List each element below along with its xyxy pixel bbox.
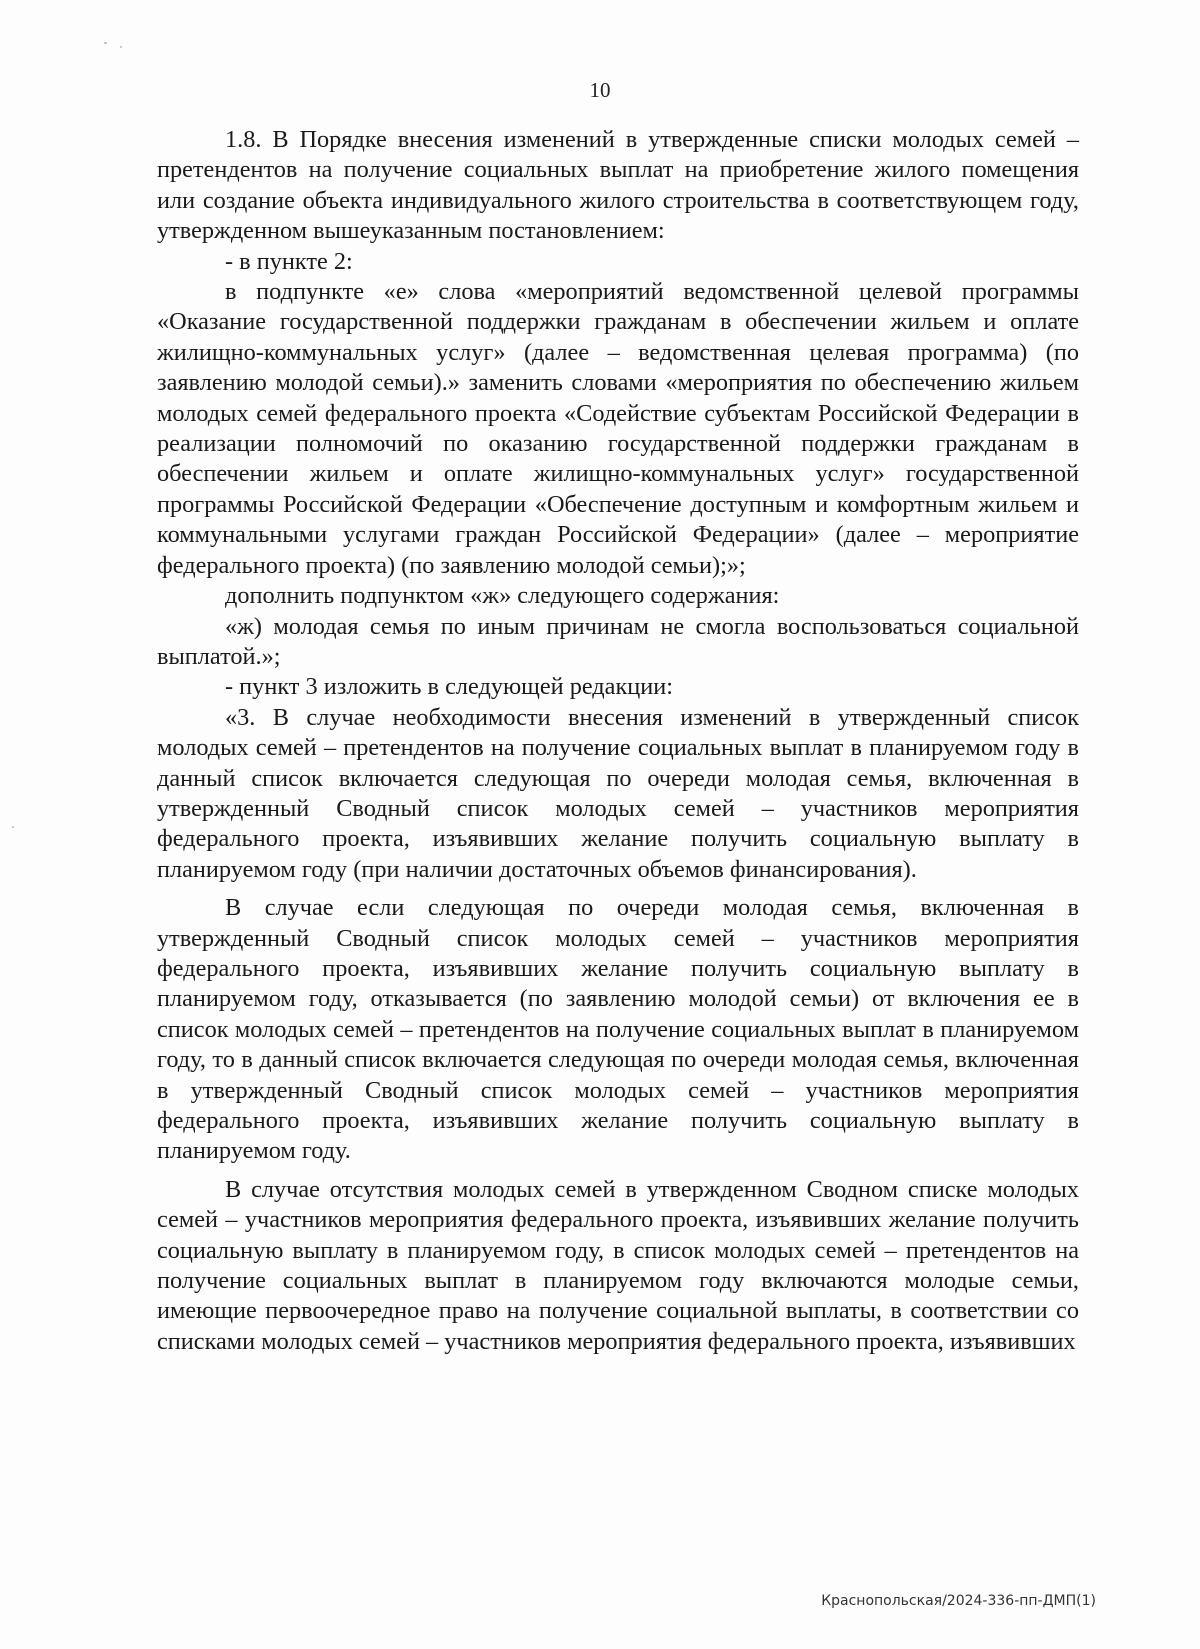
footer-document-reference: Краснопольская/2024-336-пп-ДМП(1) — [821, 1593, 1096, 1609]
paragraph: В случае отсутствия молодых семей в утвержденном Сводном списке молодых семей – участников мероприятия федерального проекта, изъявивших желание получить социальную выплату в планируемом году, в список молодых семей – претендентов на получение социальных выплат в планируемом году включаются молодые семьи, имеющие первоочередное право на получение социальной выплаты, в соответствии со списками молодых семей – участников мероприятия федерального проекта, изъявивших — [157, 1175, 1079, 1355]
paragraph: В случае если следующая по очереди молодая семья, включенная в утвержденный Сводный список молодых семей – участников мероприятия федерального проекта, изъявивших желание получить социальную выплату в планируемом году, отказывается (по заявлению молодой семьи) от включения ее в список молодых семей – претендентов на получение социальных выплат в планируемом году, то в данный список включается следующая по очереди молодая семья, включенная в утвержденный Сводный список молодых семей – участников мероприятия федерального проекта, изъявивших желание получить социальную выплату в планируемом году. — [157, 894, 1079, 1165]
paragraph: «ж) молодая семья по иным причинам не смогла воспользоваться социальной выплатой.»; — [157, 612, 1079, 670]
paragraph: «3. В случае необходимости внесения изменений в утвержденный список молодых семей – претендентов на получение социальных выплат в планируемом году в данный список включается следующая по очереди молодая семья, включенная в утвержденный Сводный список молодых семей – участников мероприятия федерального проекта, изъявивших желание получить социальную выплату в планируемом году (при наличии достаточных объемов финансирования). — [157, 703, 1079, 883]
scan-speck — [120, 46, 122, 48]
paragraph: - в пункте 2: — [225, 247, 353, 275]
paragraph: дополнить подпунктом «ж» следующего содержания: — [225, 582, 780, 610]
document-body — [157, 125, 1079, 1357]
scan-speck — [12, 826, 14, 828]
paragraph: в подпункте «е» слова «мероприятий ведомственной целевой программы «Оказание государственной поддержки гражданам в обеспечении жильем и оплате жилищно-коммунальных услуг» (далее – ведомственная целевая программа) (по заявлению молодой семьи).» заменить словами «мероприятия по обеспечению жильем молодых семей федерального проекта «Содействие субъектам Российской Федерации в реализации полномочий по оказанию государственной поддержки гражданам в обеспечении жильем и оплате жилищно-коммунальных услуг» государственной программы Российской Федерации «Обеспечение доступным и комфортным жильем и коммунальными услугами граждан Российской Федерации» (далее – мероприятие федерального проекта) (по заявлению молодой семьи);»; — [157, 278, 1079, 579]
paragraph: - пункт 3 изложить в следующей редакции: — [225, 673, 674, 701]
scan-speck — [104, 42, 107, 44]
page-number: 10 — [589, 78, 611, 102]
paragraph: 1.8. В Порядке внесения изменений в утвержденные списки молодых семей – претендентов на получение социальных выплат на приобретение жилого помещения или создание объекта индивидуального жилого строительства в соответствующем году, утвержденном вышеуказанным постановлением: — [157, 126, 1079, 245]
